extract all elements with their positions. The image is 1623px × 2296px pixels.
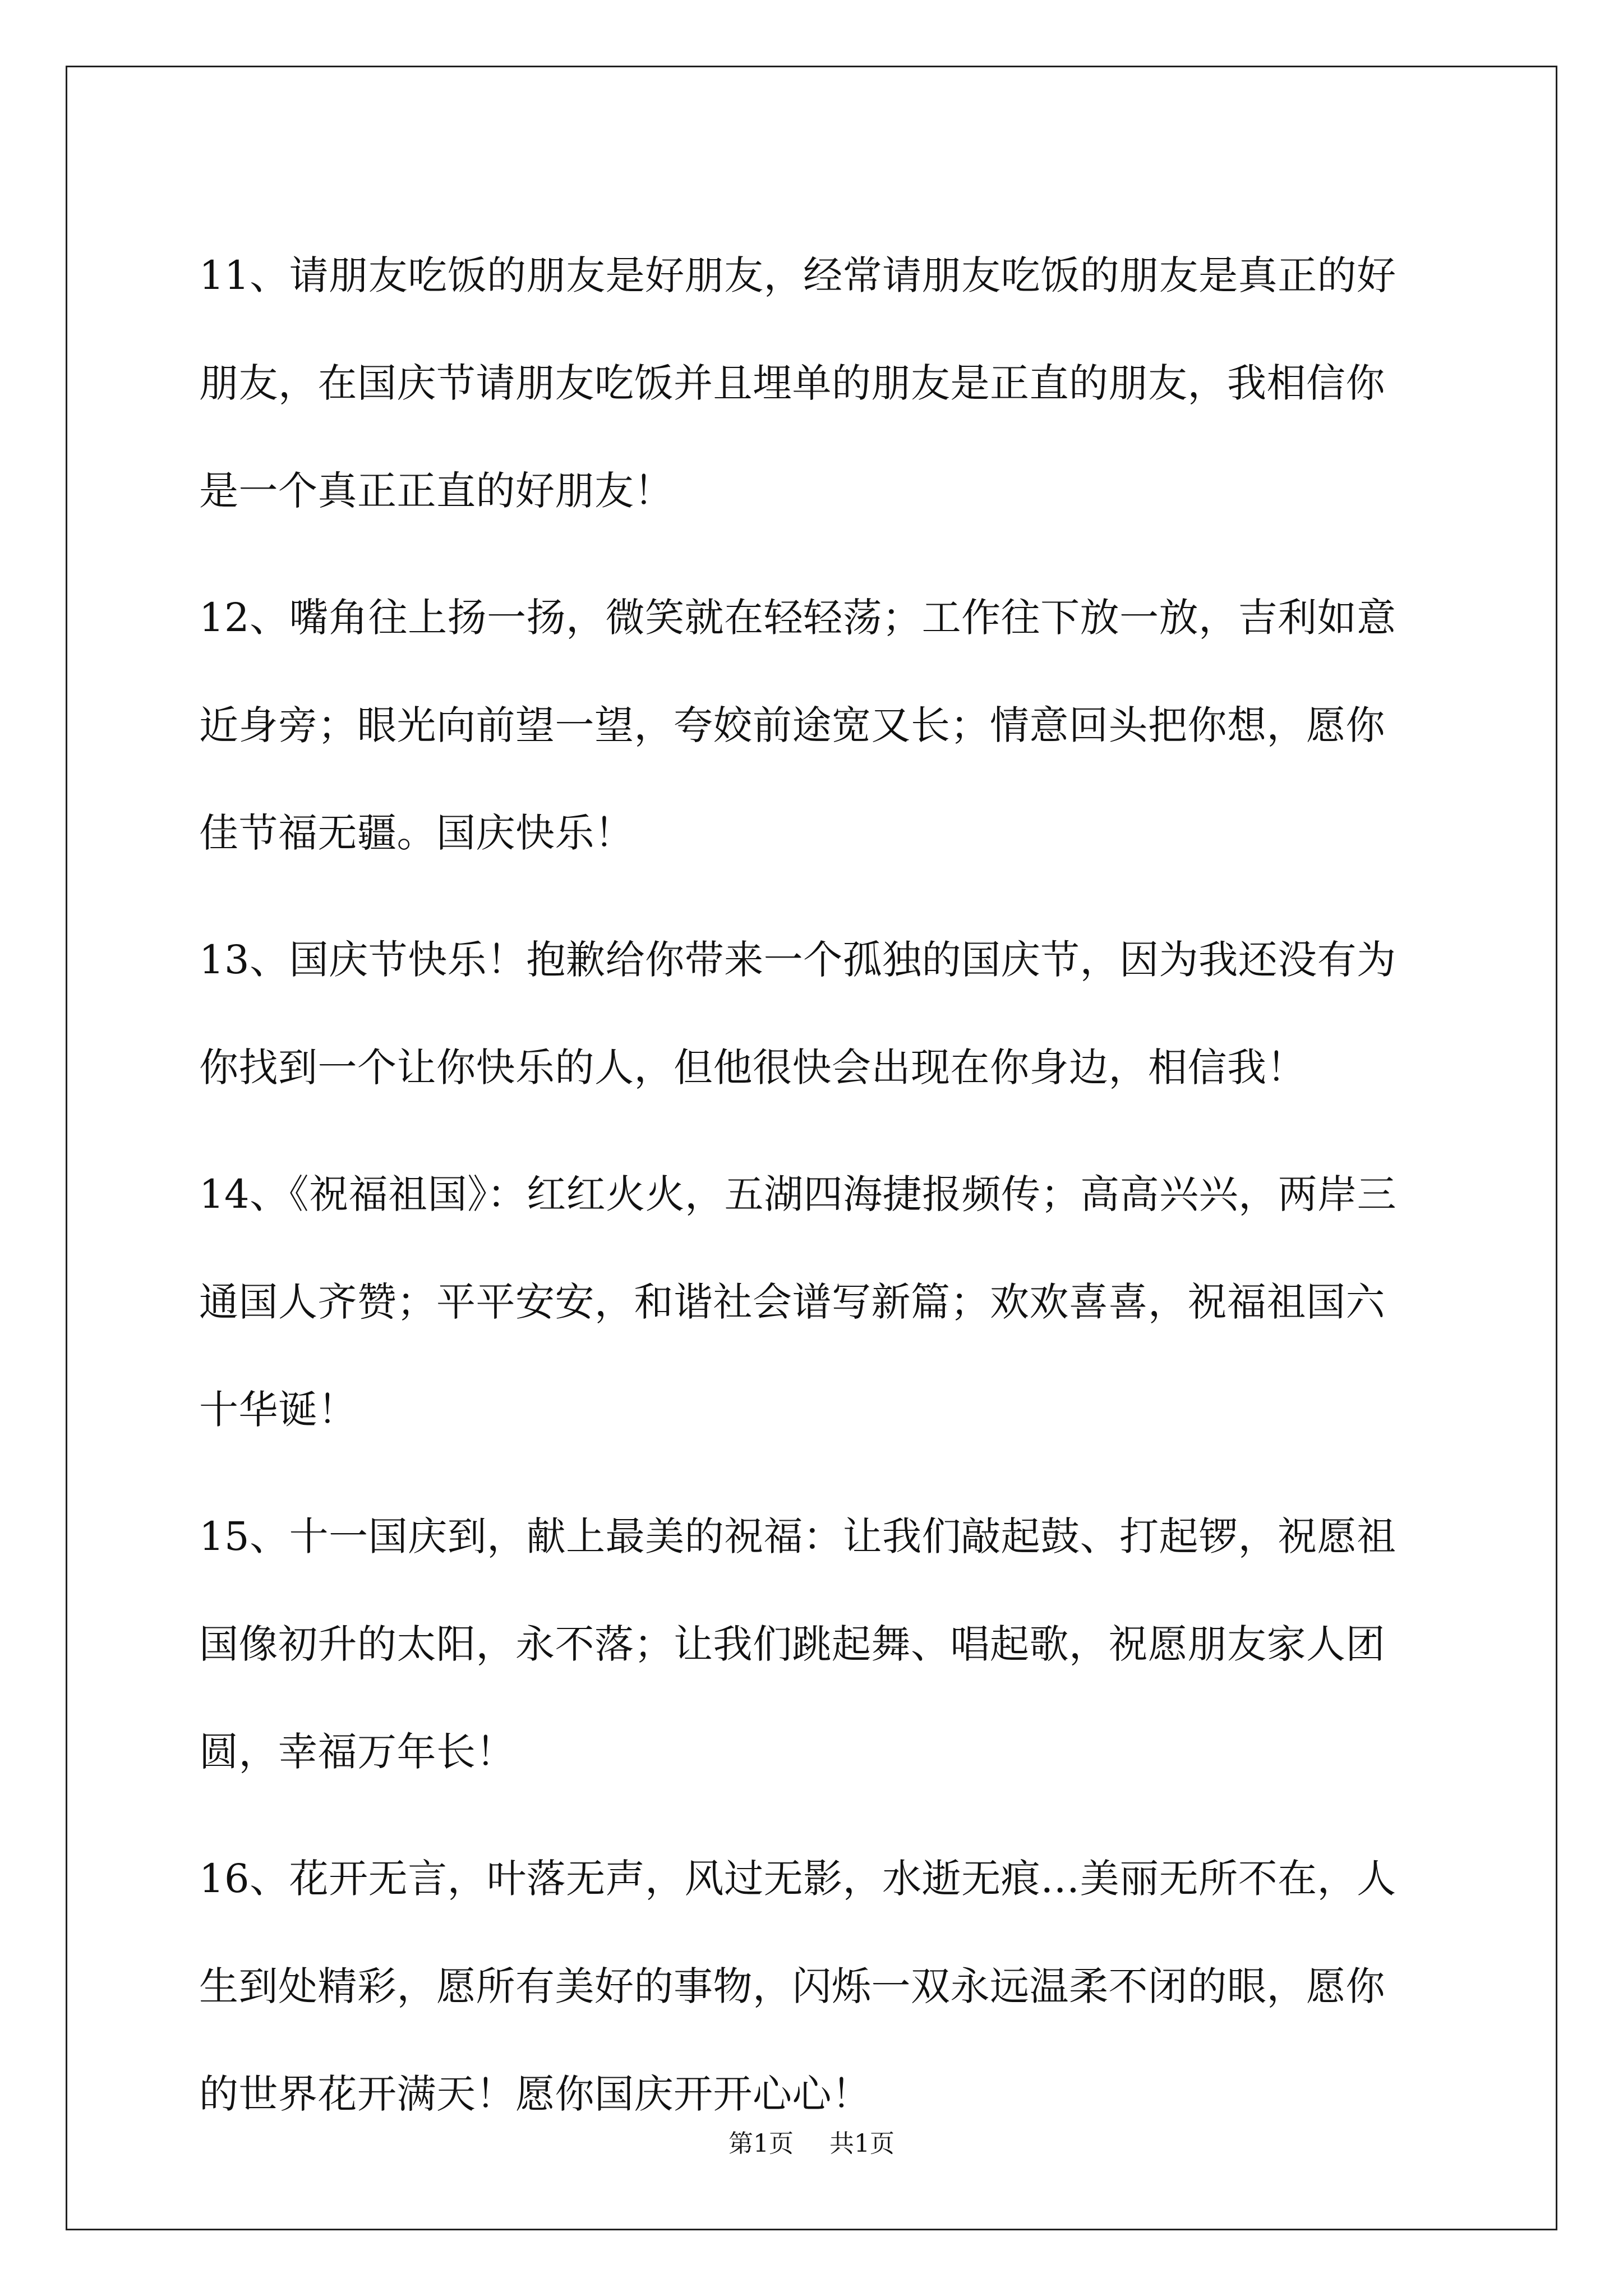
document-body [199,222,1427,2167]
paragraph-12: 12、嘴角往上扬一扬，微笑就在轻轻荡；工作往下放一放，吉利如意 近身旁；眼光向前望一望，夸姣前途宽又长；情意回头把你想，愿你 佳节福无疆。国庆快乐！ [199,595,1396,856]
page-footer [0,2127,1623,2161]
paragraph-14: 14、《祝福祖国》：红红火火，五湖四海捷报频传；高高兴兴，两岸三 通国人齐赞；平平安安，和谐社会谱写新篇；欢欢喜喜，祝福祖国六 十华诞！ [199,1171,1397,1433]
paragraph-16: 16、花开无言，叶落无声，风过无影，水逝无痕…美丽无所不在，人 生到处精彩，愿所有美好的事物，闪烁一双永远温柔不闭的眼，愿你 的世界花开满天！愿你国庆开开心心！ [199,1856,1396,2117]
paragraph-13: 13、国庆节快乐！抱歉给你带来一个孤独的国庆节，因为我还没有为 你找到一个让你快乐的人，但他很快会出现在你身边，相信我！ [199,937,1396,1091]
paragraph-11: 11、请朋友吃饭的朋友是好朋友，经常请朋友吃饭的朋友是真正的好 朋友，在国庆节请朋友吃饭并且埋单的朋友是正直的朋友，我相信你 是一个真正正直的好朋友！ [199,252,1396,514]
page-number: 第1页 [728,2129,794,2158]
paragraph-15: 15、十一国庆到，献上最美的祝福：让我们敲起鼓、打起锣，祝愿祖 国像初升的太阳，永不落；让我们跳起舞、唱起歌，祝愿朋友家人团 圆，幸福万年长！ [199,1513,1396,1775]
page-total: 共1页 [829,2129,895,2158]
